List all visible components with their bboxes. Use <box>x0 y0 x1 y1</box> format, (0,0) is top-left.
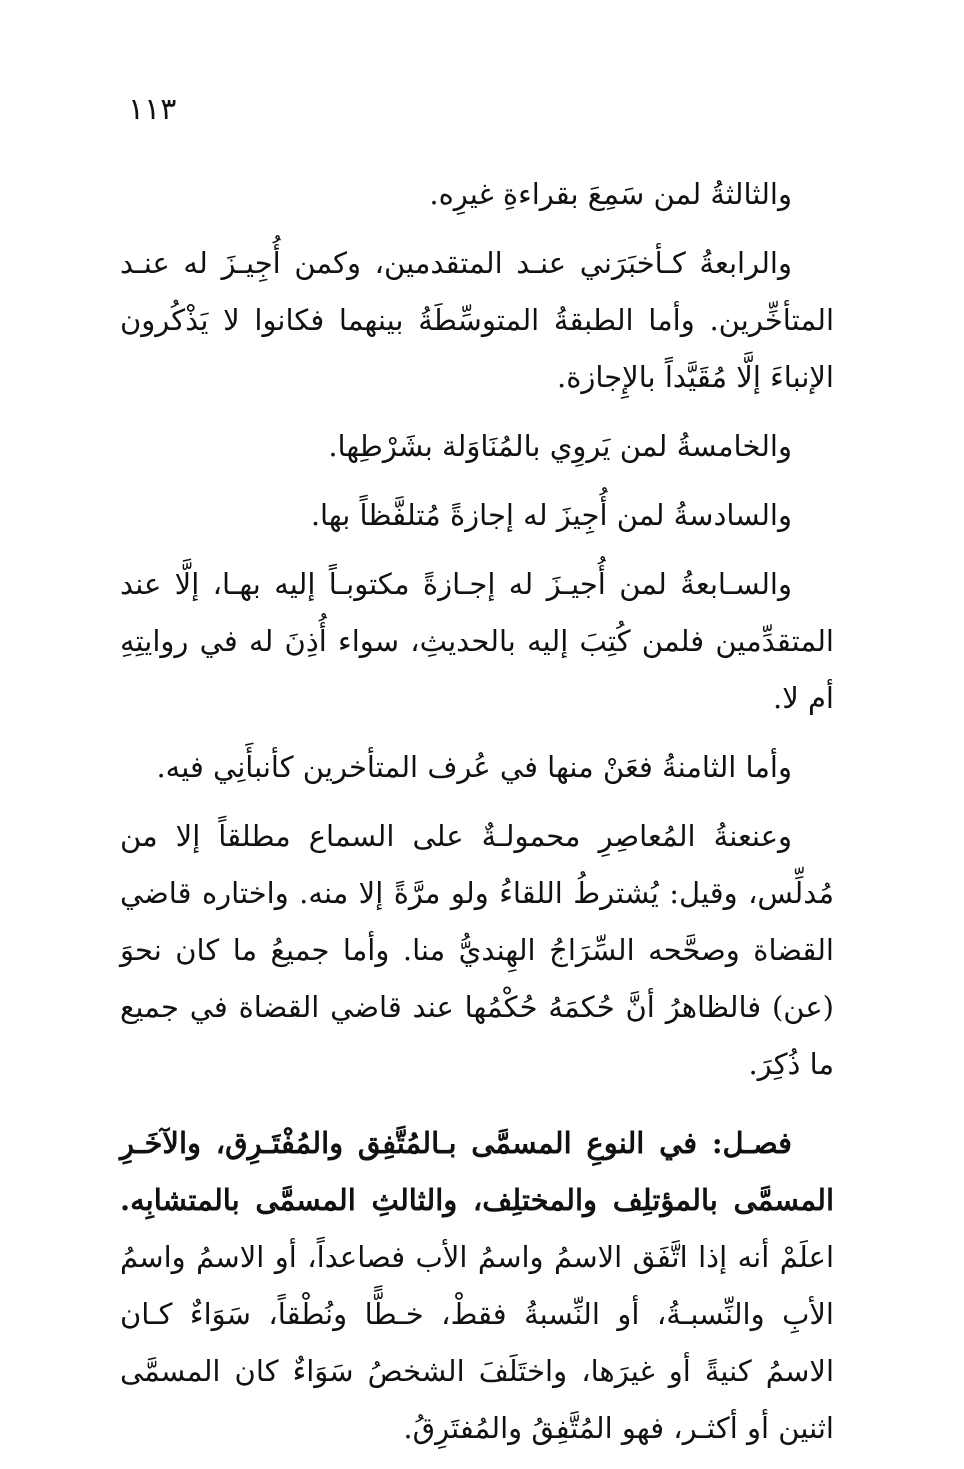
paragraph-fourth: والرابعةُ كـأخبَرَني عنـد المتقدمين، وكمن أُجِيـزَ له عنـد المتأخِّرين. وأما الطبقةُ المتوسِّطَةُ بينهما فكانوا لا يَذْكُرون الإنباءَ إلَّا مُقَيَّداً بالإِجازة. <box>120 246 834 394</box>
paragraph-sixth: والسادسةُ لمن أُجِيزَ له إجازةً مُتلفَّظاً بها. <box>310 498 792 532</box>
paragraph-third: والثالثةُ لمن سَمِعَ بقراءةِ غيرِه. <box>429 177 792 211</box>
section-heading: فصـل: في النوعِ المسمَّى بـالمُتَّفِق والمُفْتَـرِق، والآخَـرِ المسمَّى بالمؤتلِف والمختلِف، والثالثِ المسمَّى بالمتشابِه. <box>120 1126 834 1217</box>
page-number: ١١٣ <box>128 92 177 127</box>
paragraph-seventh: والسـابعةُ لمن أُجيـزَ له إجـازةً مكتوبـاً إليه بهـا، إلَّا عند المتقدِّمين فلمن كُتِبَ إليه بالحديثِ، سواء أُذِنَ له في روايتِهِ أم لا. <box>120 567 834 715</box>
paragraph-anana: وعنعنةُ المُعاصِرِ محمولـةٌ على السماع مطلقاً إلا من مُدلِّس، وقيل: يُشترطُ اللقاءُ ولو مرَّةً إلا منه. واختاره قاضي القضاة وصحَّحه السِّرَاجُ الهِنديُّ منا. وأما جميعُ ما كان نحوَ (عن) فالظاهرُ أنَّ حُكمَهُ حُكْمُها عند قاضي القضاة في جميع ما ذُكِرَ. <box>120 819 834 1081</box>
section-text: اعلَمْ أنه إذا اتَّفَق الاسمُ واسمُ الأب فصاعداً، أو الاسمُ واسمُ الأبِ والنِّسبـةُ، أو النِّسبةُ فقطْ، خـطًّا ونُطْقاً، سَوَاءٌ كـان الاسمُ كنيةً أو غيرَها، واختَلَفَ الشخصُ سَوَاءٌ كان المسمَّى اثنين أو أكثـر، فهو المُتَّفِقُ والمُفتَرِقُ. <box>120 1240 834 1445</box>
page-body <box>120 166 834 1469</box>
paragraph-eighth: وأما الثامنةُ فعَنْ منها في عُرف المتأخرين كأنبأَنِي فيه. <box>156 750 792 784</box>
section-paragraph <box>120 1115 834 1457</box>
paragraph-fifth: والخامسةُ لمن يَروِي بالمُنَاوَلة بشَرْطِها. <box>328 429 792 463</box>
